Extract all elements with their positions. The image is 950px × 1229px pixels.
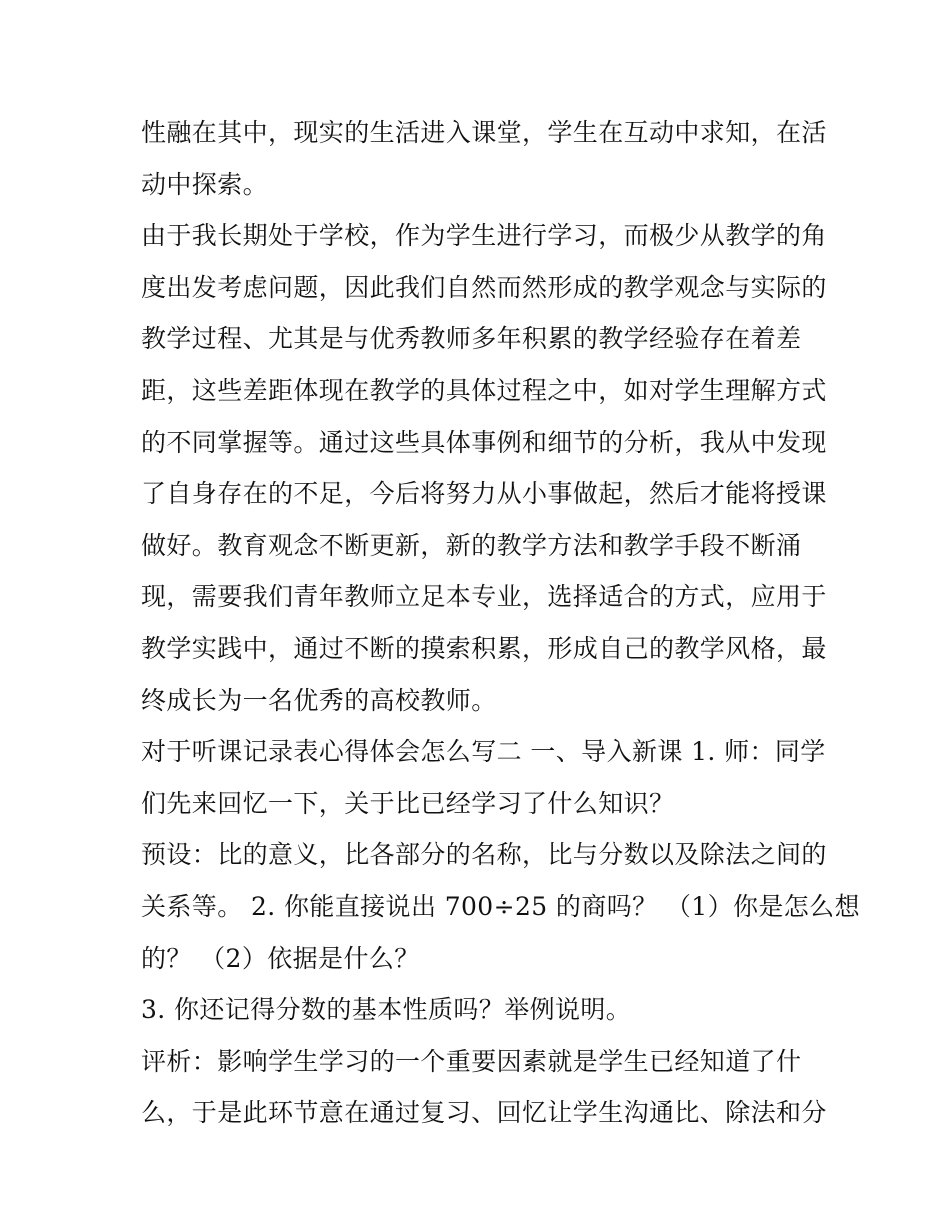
body-text	[141, 107, 860, 1139]
text-line: 3. 你还记得分数的基本性质吗？举例说明。	[141, 995, 632, 1025]
text-line: 关系等。 2. 你能直接说出 700÷25 的商吗？ （1）你是怎么想	[141, 891, 860, 921]
text-line: 性融在其中，现实的生活进入课堂，学生在互动中求知，在活	[141, 118, 827, 147]
text-line: 了自身存在的不足，今后将努力从小事做起，然后才能将授课	[141, 479, 827, 509]
text-line: 动中探索。	[141, 169, 269, 199]
text-line: 做好。教育观念不断更新，新的教学方法和教学手段不断涌	[141, 530, 802, 560]
text-line: 预设：比的意义，比各部分的名称，比与分数以及除法之间的	[141, 840, 827, 870]
text-line: 对于听课记录表心得体会怎么写二 一、导入新课 1. 师：同学	[141, 737, 826, 767]
text-line: 教学实践中，通过不断的摸索积累，形成自己的教学风格，最	[141, 633, 827, 663]
text-line: 的不同掌握等。通过这些具体事例和细节的分析，我从中发现	[141, 427, 827, 457]
text-line: 评析：影响学生学习的一个重要因素就是学生已经知道了什	[141, 1046, 802, 1076]
text-line: 由于我长期处于学校，作为学生进行学习，而极少从教学的角	[141, 221, 827, 251]
text-line: 么，于是此环节意在通过复习、回忆让学生沟通比、除法和分	[141, 1098, 827, 1128]
text-line: 现，需要我们青年教师立足本专业，选择适合的方式，应用于	[141, 582, 827, 612]
text-line: 终成长为一名优秀的高校教师。	[141, 685, 497, 715]
text-line: 教学过程、尤其是与优秀教师多年积累的教学经验存在着差	[141, 324, 802, 354]
text-line: 度出发考虑问题，因此我们自然而然形成的教学观念与实际的	[141, 272, 827, 302]
text-line: 们先来回忆一下，关于比已经学习了什么知识？	[141, 788, 675, 818]
text-line: 距，这些差距体现在教学的具体过程之中，如对学生理解方式	[141, 375, 827, 405]
text-line: 的？ （2）依据是什么？	[141, 943, 420, 973]
